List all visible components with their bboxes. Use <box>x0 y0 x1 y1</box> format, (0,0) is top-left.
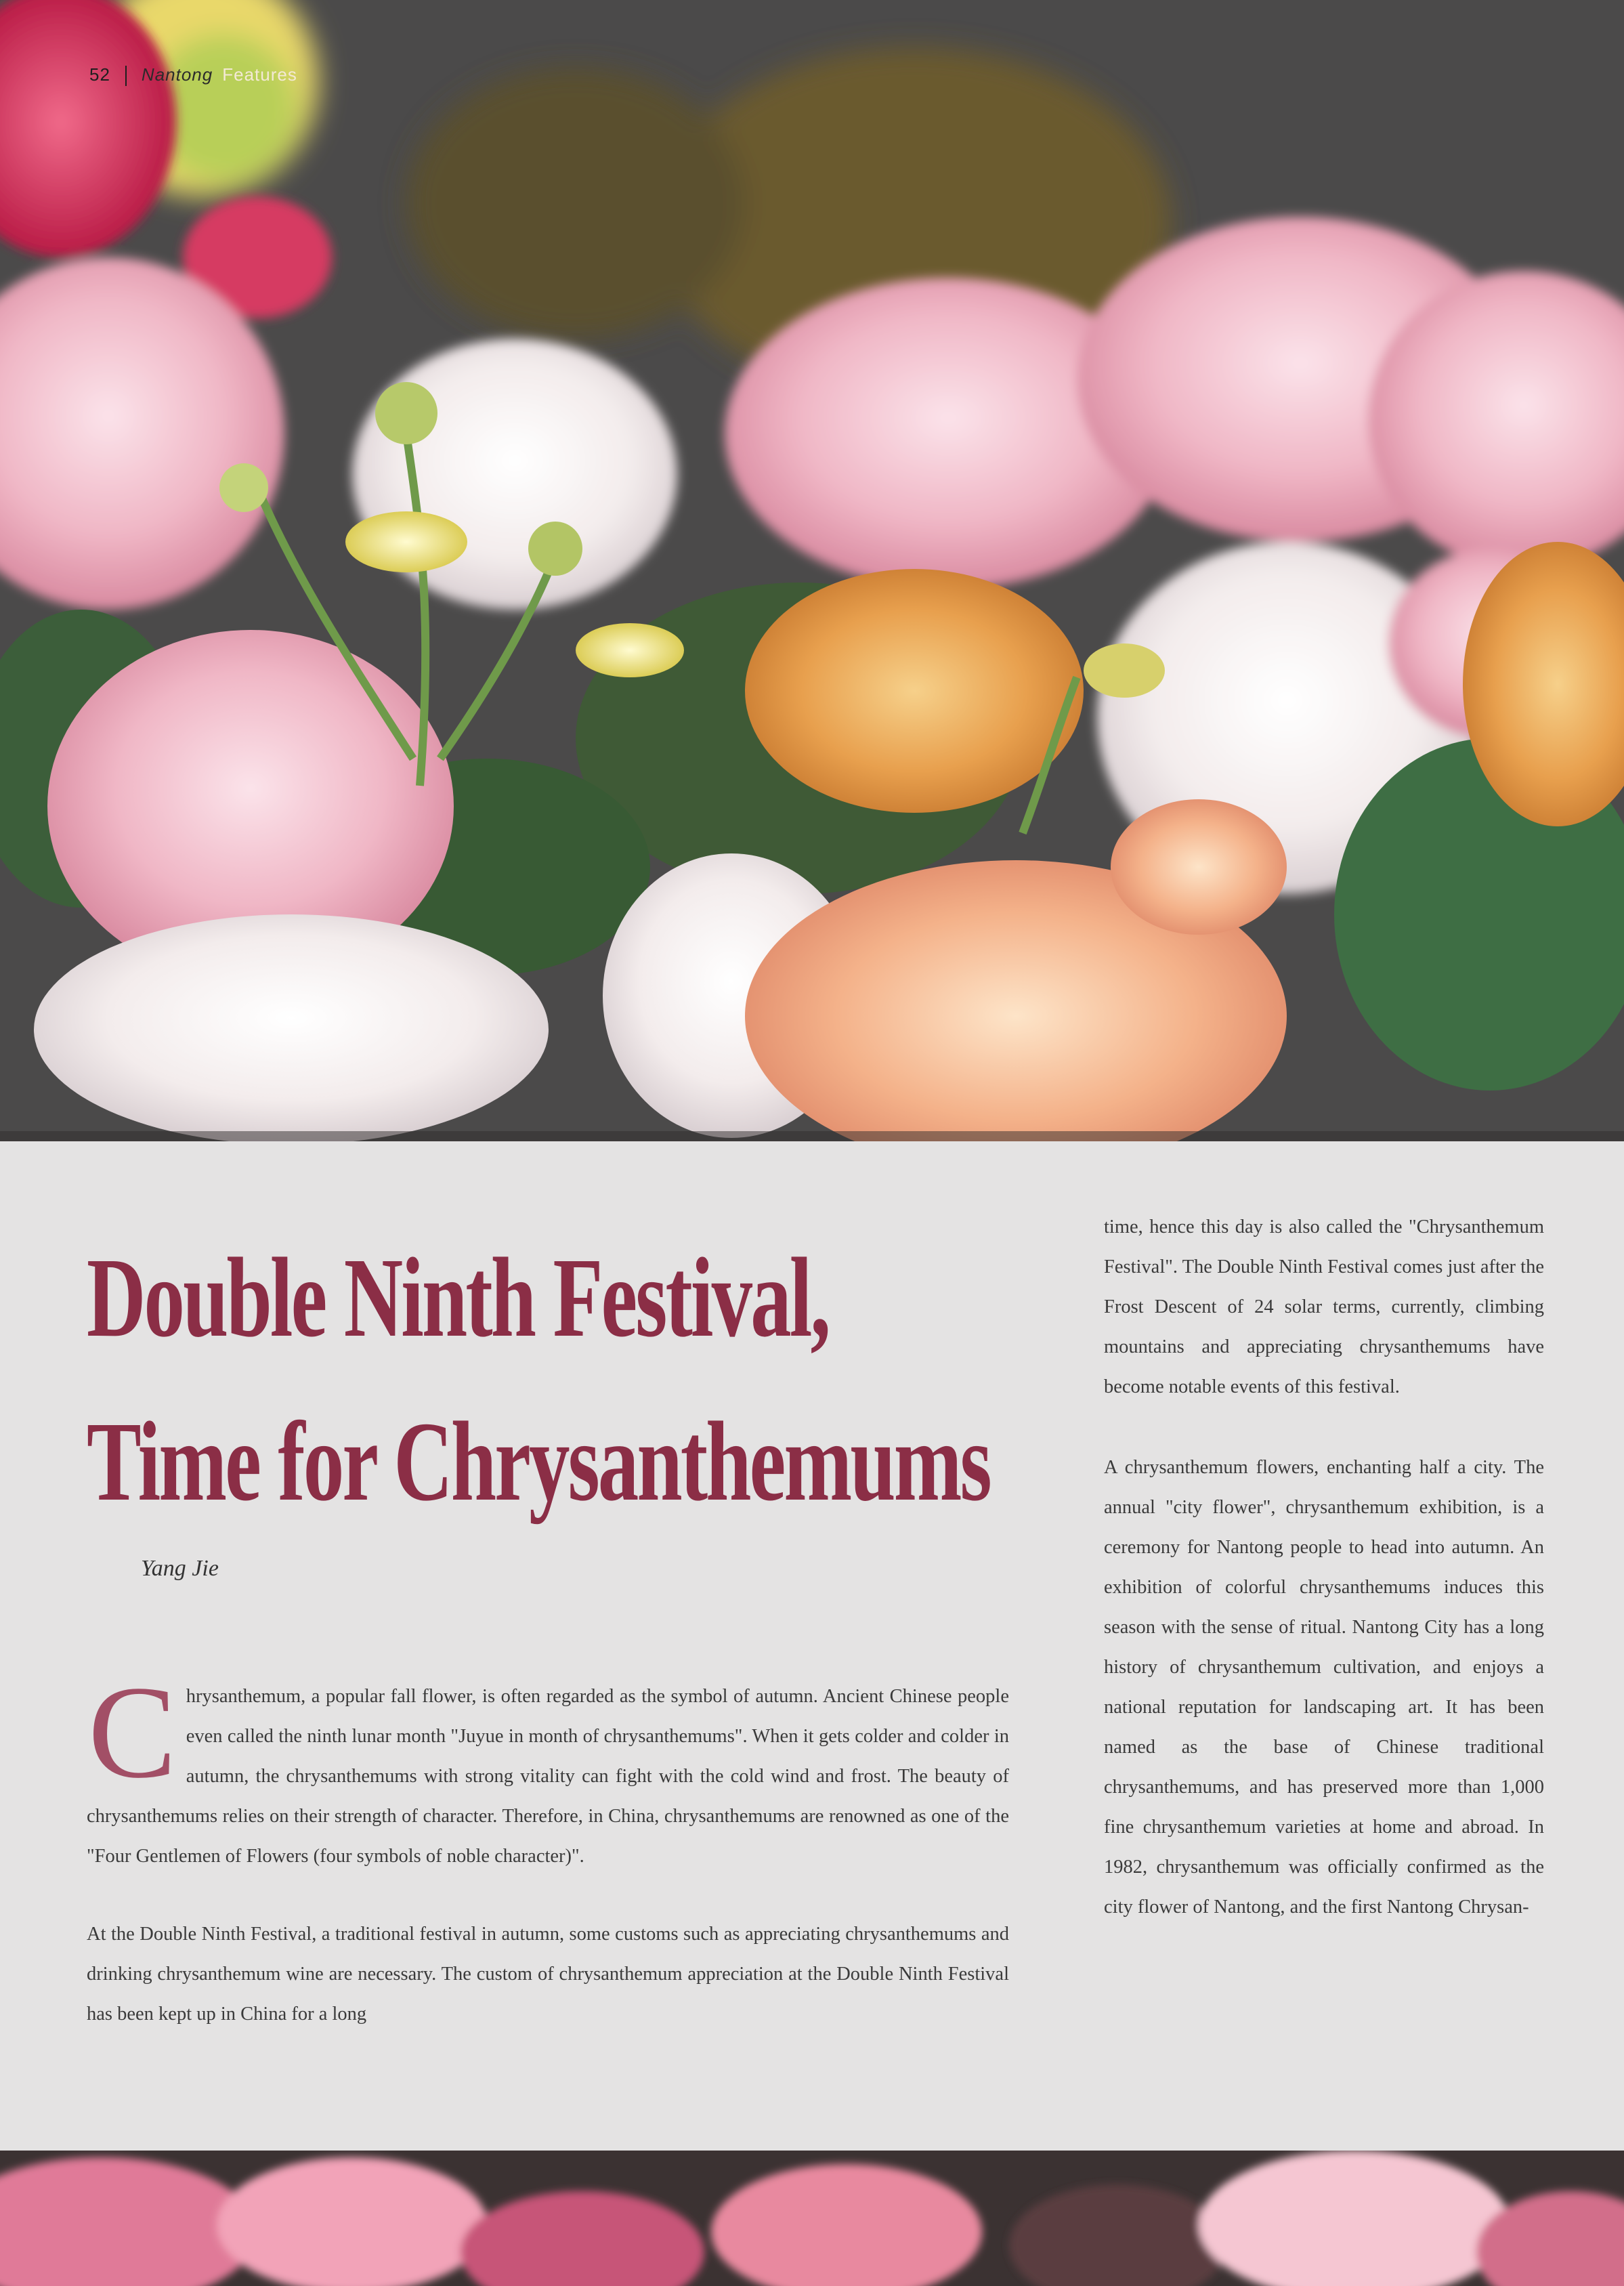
header-divider <box>125 66 127 86</box>
flowers-strip-illustration <box>0 2151 1624 2286</box>
paragraph: A chrysanthemum flowers, enchanting half a city. The annual "city flower", chrysanthemum exhibition, is a ceremony for Nantong people to head into autumn. An exhibition of colorful chrysanthemums induces this season with the sense of ritual. Nantong City has a long history of chrysanthemum cultivation, and enjoys a national reputation for landscaping art. It has been named as the base of Chinese traditional chrysanthemums, and has preserved more than 1,000 fine chrysanthemum varieties at home and abroad. In 1982, chrysanthemum was officially confirmed as the city flower of Nantong, and the first Nantong Chrysan- <box>1104 1457 1544 1918</box>
page-number: 52 <box>89 64 110 85</box>
paragraph-text: hrysanthemum, a popular fall flower, is often regarded as the symbol of autumn. Ancient Chinese people even called the ninth lunar month "Juyue in month of chrysanthemums". When it gets colder and colder in autumn, the chrysanthemums with strong vitality can fight with the cold wind and frost. The beauty of chrysanthemums relies on their strength of character. Therefore, in China, chrysanthemums are renowned as one of the "Four Gentlemen of Flowers (four symbols of noble character)". <box>87 1686 1009 1867</box>
body-column-left <box>87 1659 1009 2072</box>
paragraph: time, hence this day is also called the "Chrysanthemum Festival". The Double Ninth Festival comes just after the Frost Descent of 24 solar terms, currently, climbing mountains and appreciating chrysanthemums have become notable events of this festival. <box>1104 1216 1544 1397</box>
article-title <box>87 1216 990 1544</box>
section-name: Nantong <box>141 64 213 85</box>
running-header <box>89 64 297 86</box>
chrysanthemum-photo-illustration <box>0 0 1624 1141</box>
body-column-right <box>1104 1207 1544 1968</box>
subsection-name: Features <box>222 64 297 85</box>
article-panel <box>0 1141 1624 2151</box>
footer-photo-strip <box>0 2151 1624 2286</box>
author-byline: Yang Jie <box>141 1556 219 1581</box>
title-line-1: Double Ninth Festival, <box>87 1235 829 1361</box>
paragraph: At the Double Ninth Festival, a traditional festival in autumn, some customs such as appreciating chrysanthemums and drinking chrysanthemum wine are necessary. The custom of chrysanthemum appreciation at the Double Ninth Festival has been kept up in China for a long <box>87 1924 1009 2025</box>
paragraph <box>87 1659 1009 1876</box>
title-line-2: Time for Chrysanthemums <box>87 1399 990 1525</box>
hero-photo <box>0 0 1624 1141</box>
drop-cap: C <box>88 1659 177 1806</box>
